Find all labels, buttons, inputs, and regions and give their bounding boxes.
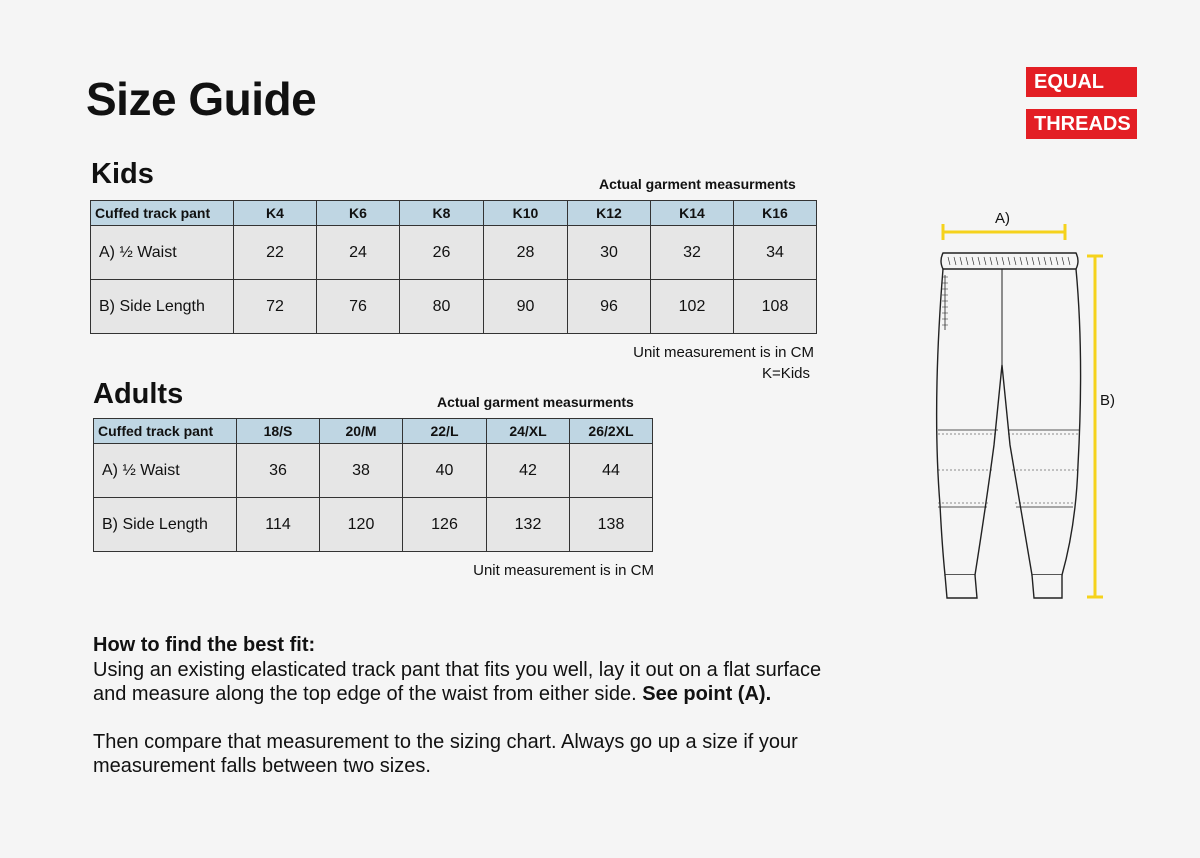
track-pant-diagram: [928, 205, 1128, 605]
page-title: Size Guide: [86, 73, 317, 125]
table-cell: 36: [237, 444, 320, 498]
adults-size-table: [93, 418, 653, 552]
table-cell: 32: [651, 226, 734, 280]
adults-header-product: Cuffed track pant: [94, 419, 237, 444]
row-label: B) Side Length: [91, 280, 234, 334]
kids-header-size: K12: [568, 201, 651, 226]
adults-waist-row: [94, 444, 653, 498]
table-cell: 120: [320, 498, 403, 552]
adults-header-size: 22/L: [403, 419, 487, 444]
adults-heading: Adults: [93, 378, 184, 410]
table-cell: 96: [568, 280, 651, 334]
table-cell: 90: [484, 280, 568, 334]
table-cell: 26: [400, 226, 484, 280]
table-cell: 126: [403, 498, 487, 552]
logo-line-2: THREADS: [1026, 109, 1137, 139]
kids-waist-row: [91, 226, 817, 280]
adults-caption: Actual garment measurments: [437, 394, 634, 410]
kids-header-size: K14: [651, 201, 734, 226]
fit-paragraph-2: [93, 730, 933, 778]
table-cell: 22: [234, 226, 317, 280]
table-cell: 40: [403, 444, 487, 498]
table-cell: 138: [570, 498, 653, 552]
table-cell: 24: [317, 226, 400, 280]
row-label: A) ½ Waist: [94, 444, 237, 498]
table-cell: 80: [400, 280, 484, 334]
fit-p2-line2: measurement falls between two sizes.: [93, 755, 431, 777]
fit-p2-line1: Then compare that measurement to the sizing chart. Always go up a size if your: [93, 731, 798, 753]
kids-header-size: K6: [317, 201, 400, 226]
kids-heading: Kids: [91, 158, 154, 190]
table-cell: 108: [734, 280, 817, 334]
fit-p1-line2-wrap: [93, 682, 933, 706]
table-cell: 72: [234, 280, 317, 334]
fit-heading: How to find the best fit:: [93, 634, 316, 656]
adults-header-size: 24/XL: [487, 419, 570, 444]
kids-length-row: [91, 280, 817, 334]
label-b: B): [1100, 392, 1115, 409]
table-cell: 102: [651, 280, 734, 334]
logo-line-1: EQUAL: [1026, 67, 1137, 97]
fit-p1-line2: and measure along the top edge of the waist from either side.: [93, 683, 637, 705]
row-label: B) Side Length: [94, 498, 237, 552]
kids-k-note: K=Kids: [762, 365, 810, 382]
table-cell: 132: [487, 498, 570, 552]
kids-header-size: K10: [484, 201, 568, 226]
row-label: A) ½ Waist: [91, 226, 234, 280]
fit-p1-line1: Using an existing elasticated track pant that fits you well, lay it out on a flat surface: [93, 659, 822, 681]
kids-header-row: [91, 201, 817, 226]
kids-header-size: K8: [400, 201, 484, 226]
kids-header-product: Cuffed track pant: [91, 201, 234, 226]
kids-header-size: K16: [734, 201, 817, 226]
pant-outline: [937, 253, 1081, 598]
label-a: A): [995, 210, 1010, 227]
adults-length-row: [94, 498, 653, 552]
fit-p1-bold: See point (A).: [642, 683, 772, 705]
adults-header-size: 18/S: [237, 419, 320, 444]
table-cell: 42: [487, 444, 570, 498]
kids-header-size: K4: [234, 201, 317, 226]
adults-header-size: 20/M: [320, 419, 403, 444]
table-cell: 76: [317, 280, 400, 334]
adults-header-row: [94, 419, 653, 444]
kids-size-table: [90, 200, 817, 334]
table-cell: 114: [237, 498, 320, 552]
table-cell: 44: [570, 444, 653, 498]
table-cell: 28: [484, 226, 568, 280]
kids-unit-note: Unit measurement is in CM: [633, 344, 814, 361]
fit-paragraph-1: [93, 658, 933, 706]
table-cell: 38: [320, 444, 403, 498]
adults-unit-note: Unit measurement is in CM: [473, 562, 654, 579]
table-cell: 34: [734, 226, 817, 280]
length-measure-line: [1087, 256, 1103, 597]
table-cell: 30: [568, 226, 651, 280]
kids-caption: Actual garment measurments: [599, 176, 796, 192]
adults-header-size: 26/2XL: [570, 419, 653, 444]
